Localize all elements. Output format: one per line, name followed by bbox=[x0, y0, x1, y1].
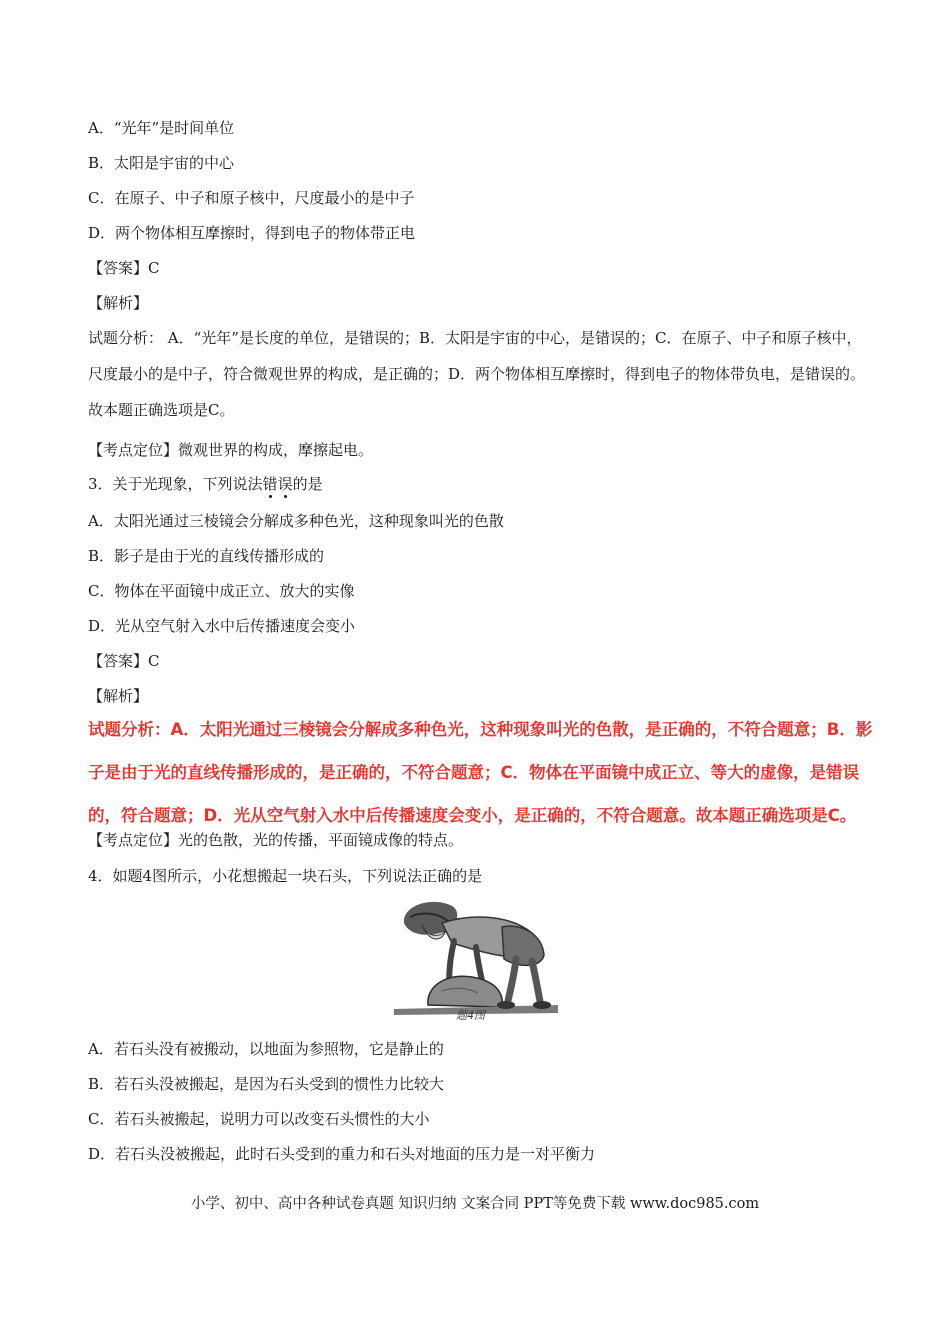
page-footer: 小学、初中、高中各种试卷真题 知识归纳 文案合同 PPT等免费下载 www.doc985.com bbox=[190, 1196, 760, 1212]
q2-answer: 【答案】C bbox=[88, 259, 160, 277]
q3-option-a: A．太阳光通过三棱镜会分解成多种色光，这种现象叫光的色散 bbox=[88, 512, 504, 530]
q3-stem-before: 3．关于光现象，下列说法 bbox=[88, 475, 263, 493]
q3-option-c: C．物体在平面镜中成正立、放大的实像 bbox=[88, 582, 355, 600]
q2-option-a: A．“光年”是时间单位 bbox=[88, 119, 235, 137]
q3-knowledge-point: 【考点定位】光的色散，光的传播，平面镜成像的特点。 bbox=[88, 831, 464, 849]
q2-analysis-label: 【解析】 bbox=[88, 294, 149, 312]
q2-option-d: D．两个物体相互摩擦时，得到电子的物体带正电 bbox=[88, 224, 416, 242]
q4-option-d: D．若石头没被搬起，此时石头受到的重力和石头对地面的压力是一对平衡力 bbox=[88, 1145, 596, 1163]
emphasis-char-2: 误 bbox=[277, 475, 293, 493]
q3-analysis: 试题分析：A．太阳光通过三棱镜会分解成多种色光，这种现象叫光的色散，是正确的，不符合题意；B．影子是由于光的直线传播形成的，是正确的，不符合题意；C．物体在平面镜中成正立、等大的虚像，是错误的，符合题意；D．光从空气射入水中后传播速度会变小，是正确的，不符合题意。故本题正确选项是C。 bbox=[88, 720, 873, 825]
girl-lifting-stone-illustration bbox=[392, 893, 560, 1021]
q3-analysis-label: 【解析】 bbox=[88, 687, 149, 705]
q2-knowledge-point: 【考点定位】微观世界的构成，摩擦起电。 bbox=[88, 441, 374, 459]
figure-caption: 题4图 bbox=[456, 1009, 485, 1022]
q4-figure bbox=[392, 893, 560, 1021]
q4-stem: 4．如题4图所示，小花想搬起一块石头，下列说法正确的是 bbox=[88, 867, 483, 885]
q3-stem-after: 的是 bbox=[292, 475, 323, 493]
q4-option-a: A．若石头没有被搬动，以地面为参照物，它是静止的 bbox=[88, 1040, 444, 1058]
q3-option-b: B．影子是由于光的直线传播形成的 bbox=[88, 547, 325, 565]
q2-option-b: B．太阳是宇宙的中心 bbox=[88, 154, 235, 172]
q4-option-c: C．若石头被搬起，说明力可以改变石头惯性的大小 bbox=[88, 1110, 430, 1128]
q2-analysis: 试题分析： A．“光年”是长度的单位，是错误的；B．太阳是宇宙的中心，是错误的；C．在原子、中子和原子核中，尺度最小的是中子，符合微观世界的构成，是正确的；D．两个物体相互摩擦时，得到电子的物体带负电，是错误的。故本题正确选项是C。 bbox=[88, 329, 866, 419]
q2-option-c: C．在原子、中子和原子核中，尺度最小的是中子 bbox=[88, 189, 415, 207]
q3-answer: 【答案】C bbox=[88, 652, 160, 670]
q4-option-b: B．若石头没被搬起，是因为石头受到的惯性力比较大 bbox=[88, 1075, 445, 1093]
q3-stem bbox=[88, 474, 323, 494]
emphasis-char-1: 错 bbox=[262, 475, 278, 493]
q3-option-d: D．光从空气射入水中后传播速度会变小 bbox=[88, 617, 356, 635]
